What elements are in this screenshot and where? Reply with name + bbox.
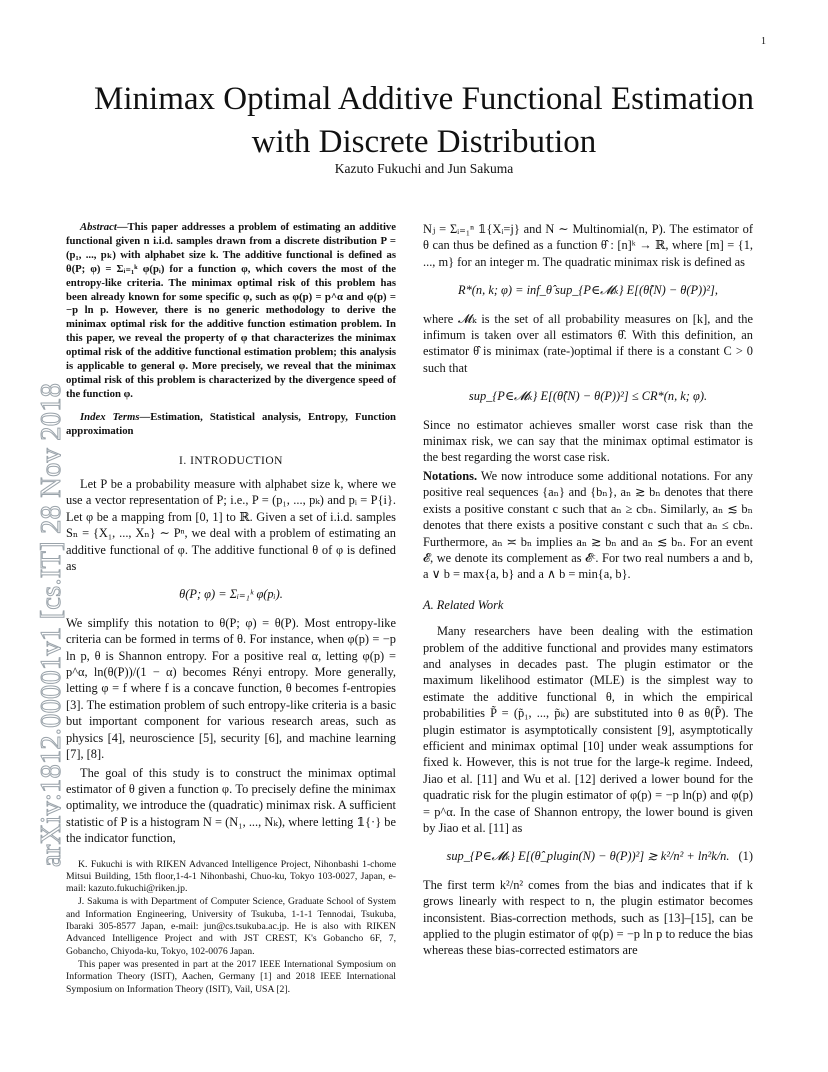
right-paragraph-1: Nⱼ = Σᵢ₌₁ⁿ 𝟙{Xᵢ=j} and N ∼ Multinomial(n, P). The estimator of θ can thus be defined as a function θ̂ : [n]ᵏ → ℝ, where [m] = {1, ..., m} for an integer m. The quadratic minimax risk is defined as — [423, 222, 753, 269]
notations-text: We now introduce some additional notations. For any positive real sequences {aₙ} and {bₙ}, aₙ ≳ bₙ denotes that there exists a positive constant c such that aₙ ≥ cbₙ. Similarly, aₙ ≲ bₙ denotes that there exists a positive constant c such that aₙ ≤ cbₙ. Furthermore, aₙ ≍ bₙ implies aₙ ≳ bₙ and aₙ ≲ bₙ. For an event 𝓔, we denote its complement as 𝓔ᶜ. For two real numbers a and b, a ∨ b = max{a, b} and a ∧ b = min{a, b}. — [423, 468, 753, 582]
equation-plugin-bound — [423, 848, 753, 864]
intro-paragraph-2: We simplify this notation to θ(P; φ) = θ(P). Most entropy-like criteria can be formed in terms of θ. For instance, when φ(p) = −p ln p, θ is Shannon entropy. For a positive real α, letting φ(p) = p^α, ln(θ(P))/(1 − α) becomes Rényi entropy. More generally, letting φ = f where f is a concave function, θ becomes f-entropies [3]. The estimation problem of such entropy-like criteria is a basic but important component for various research areas, such as physics [4], neuroscience [5], security [6], and machine learning [7], [8]. — [66, 615, 396, 762]
equation-plugin-bound-body: sup_{P∈𝓜ₖ} E[(θ̂_plugin(N) − θ(P))²] ≳ k²/n² + ln²k/n. — [446, 849, 730, 864]
footnotes — [66, 859, 396, 996]
abstract-text: —This paper addresses a problem of estimating an additive functional given n i.i.d. samples drawn from a discrete distribution P = (p₁, ..., pₖ) with alphabet size k. The additive functional is defined as θ(P; φ) = Σᵢ₌₁ᵏ φ(pᵢ) for a function φ, which covers the most of the entropy-like criteria. The minimax optimal risk of this problem has been already known for some specific φ, such as φ(p) = p^α and φ(p) = −p ln p. However, there is no generic methodology to derive the minimax optimal risk for the additive function estimation problem. In this paper, we reveal the property of φ that characterizes the minimax optimal risk of the additive functional estimation problem; this analysis is applicable to general φ. More precisely, we reveal that the minimax optimal risk of this problem is characterized by the divergence speed of the function φ. — [66, 221, 396, 400]
footnote-affiliation-1: K. Fukuchi is with RIKEN Advanced Intelligence Project, Nihonbashi 1-chome Mitsui Building, 15th floor,1-4-1 Nihonbashi, Chuo-ku, Tokyo 103-0027, Japan, e-mail: kazuto.fukuchi@riken.jp. — [66, 858, 396, 895]
equation-theta: θ(P; φ) = Σᵢ₌₁ᵏ φ(pᵢ). — [179, 587, 283, 602]
index-terms — [66, 411, 396, 439]
section-heading-introduction: I. INTRODUCTION — [179, 454, 283, 467]
index-terms-text: —Estimation, Statistical analysis, Entropy, Function approximation — [66, 410, 396, 437]
left-column — [66, 221, 396, 997]
related-work-paragraph-1: Many researchers have been dealing with the estimation problem of the additive functional and provides many estimators and analyses in decades past. The plugin estimator or the maximum likelihood estimator (MLE) is the simplest way to estimate the additive functional θ, in which the empirical probabilities P̃ = (p̃₁, ..., p̃ₖ) are substituted into θ as θ(P̃). The plugin estimator is asymptotically consistent [9], asymptotically efficient and minimax optimal [10] under weak assumptions for fixed k. However, this is not true for the large-k regime. Indeed, Jiao et al. [11] and Wu et al. [12] derived a lower bound for the quadratic risk for the plugin estimator of φ(p) = −p ln(p) and φ(p) = p^α. In the case of Shannon entropy, the lower bound is given by Jiao et al. [11] as — [423, 624, 753, 835]
related-work-paragraph-2: The first term k²/n² comes from the bias and indicates that if k grows linearly with respect to n, the plugin estimator becomes inconsistent. Bias-correction methods, such as [13]–[15], can be applied to the plugin estimator of φ(p) = −p ln p to reduce the bias whereas these bias-corrected estimators are — [423, 877, 753, 958]
equation-number: (1) — [738, 849, 753, 864]
right-paragraph-3: Since no estimator achieves smaller worst case risk than the minimax risk, we can say that the minimax optimal estimator is the best regarding the worst case risk. — [423, 417, 753, 465]
subsection-heading-related-work: A. Related Work — [423, 597, 504, 612]
footnote-presentation: This paper was presented in part at the 2017 IEEE International Symposium on Information Theory (ISIT), Aachen, Germany [1] and 2018 IEEE International Symposium on Information Theory (ISIT), Vail, USA [2]. — [66, 958, 396, 995]
notations-paragraph — [423, 468, 753, 583]
paper-title — [60, 78, 788, 164]
equation-minimax-optimal: sup_{P∈𝓜ₖ} E[(θ̂(N) − θ(P))²] ≤ CR*(n, k; φ). — [468, 389, 708, 404]
title-line-2: with Discrete Distribution — [251, 123, 597, 160]
right-column — [423, 221, 753, 961]
right-paragraph-2: where 𝓜ₖ is the set of all probability measures on [k], and the infimum is taken over all estimators θ̂. With this definition, an estimator θ̂ is minimax (rate-)optimal if there is a constant C > 0 such that — [423, 311, 753, 375]
authors: Kazuto Fukuchi and Jun Sakuma — [334, 161, 514, 176]
intro-paragraph-1: Let P be a probability measure with alphabet size k, where we use a vector representation of P; i.e., P = (p₁, ..., pₖ) and pᵢ = P{i}. Let φ be a mapping from [0, 1] to ℝ. Given a set of i.i.d. samples Sₙ = {X₁, ..., Xₙ} ∼ Pⁿ, we deal with a problem of estimating an additive functional of φ. The additive functional θ of φ is defined as — [66, 477, 396, 574]
footnote-affiliation-2: J. Sakuma is with Department of Computer Science, Graduate School of System and Information Engineering, University of Tsukuba, 1-1-1 Tennodai, Tsukuba, Ibaraki 305-8577 Japan, e-mail: jun@cs.tsukuba.ac.jp. He is also with RIKEN Advanced Intelligence Project and with JST CREST, K's Gobancho 6F, 7, Gobancho, Chiyoda-ku, Tokyo, 102-0076 Japan. — [66, 896, 396, 957]
arxiv-stamp-text: arXiv:1812.00001v1 [cs.IT] 28 Nov 2018 — [36, 382, 67, 867]
title-line-1: Minimax Optimal Additive Functional Estimation — [94, 81, 754, 117]
notations-label: Notations. — [423, 468, 478, 483]
equation-minimax-risk: R*(n, k; φ) = inf_θ̂ sup_{P∈𝓜ₖ} E[(θ̂(N) − θ(P))²], — [458, 283, 718, 298]
intro-paragraph-3: The goal of this study is to construct the minimax optimal estimator of θ given a function φ. To precisely define the minimax optimality, we introduce the (quadratic) minimax risk. A sufficient statistic of P is a histogram N = (N₁, ..., Nₖ), where letting 𝟙{·} be the indicator function, — [66, 765, 396, 846]
abstract-label: Abstract — [80, 221, 117, 233]
page-number: 1 — [761, 36, 766, 47]
index-terms-label: Index Terms — [80, 410, 140, 423]
abstract — [66, 221, 396, 402]
